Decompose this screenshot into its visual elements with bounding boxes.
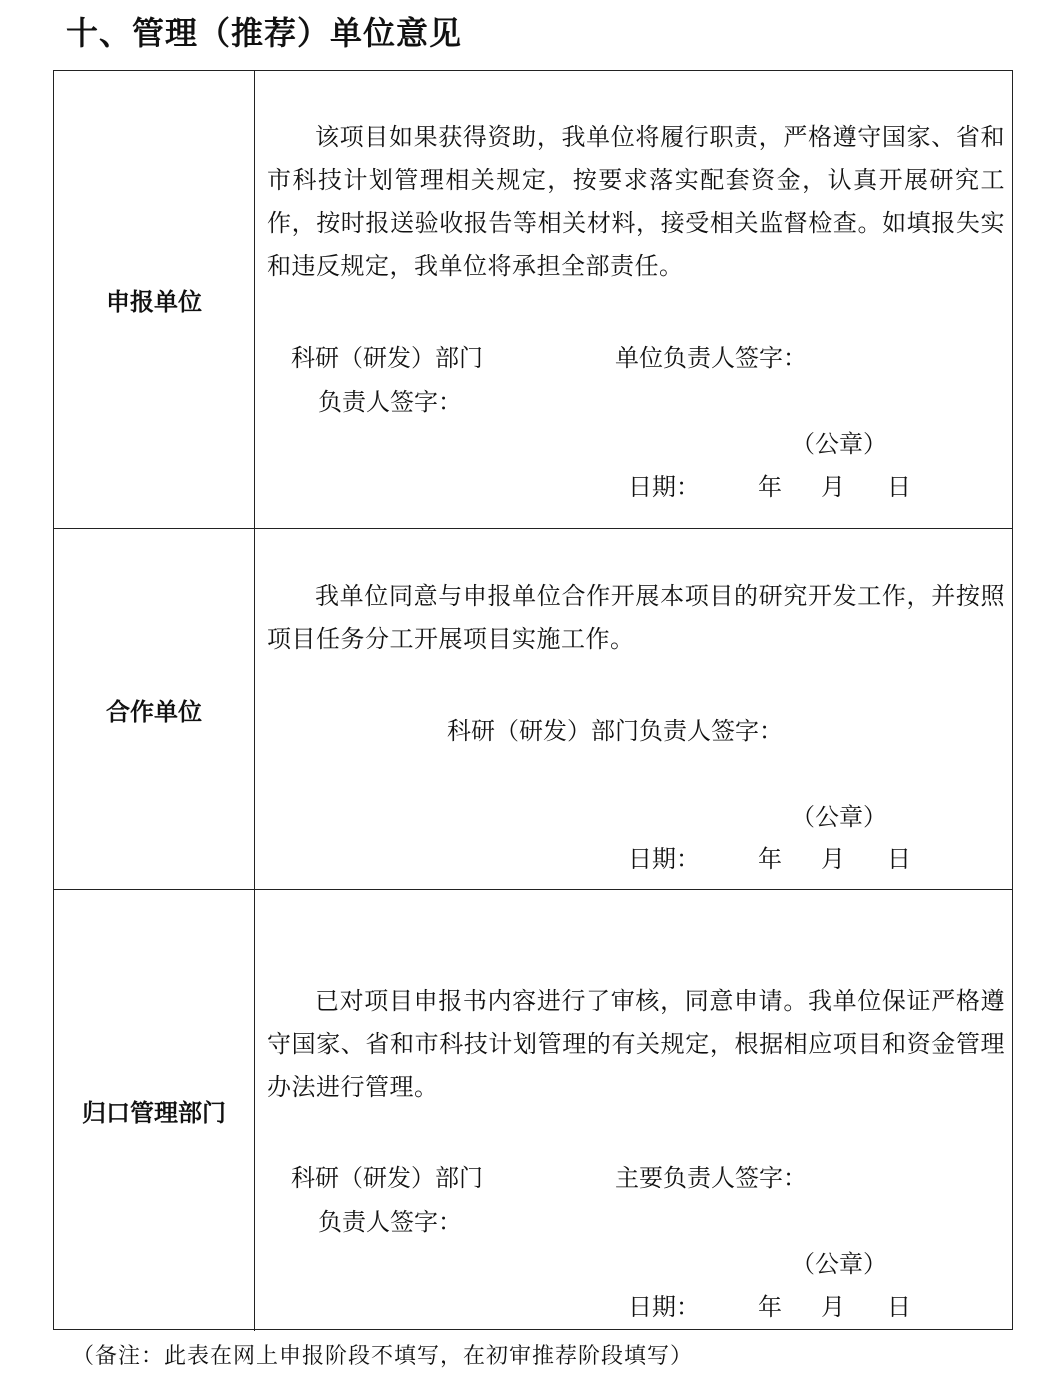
footnote: （备注：此表在网上申报阶段不填写，在初审推荐阶段填写） [72,1344,694,1369]
dept-signature-label: 科研（研发）部门 [291,344,483,372]
leader-signature-label: 主要负责人签字： [615,1164,807,1192]
date-month: 月 [821,473,845,501]
seal-label: （公章） [791,803,887,831]
date-month: 月 [821,1293,845,1321]
opinion-text: 该项目如果获得资助，我单位将履行职责，严格遵守国家、省和市科技计划管理相关规定，按要求落实配套资金，认真开展研究工作，按时报送验收报告等相关材料，接受相关监督检查。如填报失实和违反规定，我单位将承担全部责任。 [267,123,1005,280]
table-row-partner [54,529,1012,890]
opinion-text: 我单位同意与申报单位合作开展本项目的研究开发工作，并按照项目任务分工开展项目实施工作。 [267,582,1005,653]
date-day: 日 [887,1293,911,1321]
dept-signature-label-cont: 负责人签字： [318,1208,462,1236]
dept-signature-label-cont: 负责人签字： [318,388,462,416]
date-year: 年 [758,473,782,501]
date-day: 日 [887,473,911,501]
seal-label: （公章） [791,430,887,458]
date-day: 日 [887,845,911,873]
dept-signature-label: 科研（研发）部门负责人签字： [447,717,783,745]
date-year: 年 [758,1293,782,1321]
row-label-applicant: 申报单位 [54,71,255,528]
table-row-applicant [54,71,1012,529]
opinion-cell-applicant [255,71,1012,528]
date-label: 日期： [628,845,700,873]
leader-signature-label: 单位负责人签字： [615,344,807,372]
date-year: 年 [758,845,782,873]
row-label-authority: 归口管理部门 [54,890,255,1331]
dept-signature-label: 科研（研发）部门 [291,1164,483,1192]
opinion-cell-partner [255,529,1012,889]
opinion-cell-authority [255,890,1012,1331]
seal-label: （公章） [791,1250,887,1278]
opinion-table [53,70,1013,1330]
row-label-partner: 合作单位 [54,529,255,889]
section-title: 十、管理（推荐）单位意见 [66,14,463,52]
date-label: 日期： [628,1293,700,1321]
opinion-text: 已对项目申报书内容进行了审核，同意申请。我单位保证严格遵守国家、省和市科技计划管理的有关规定，根据相应项目和资金管理办法进行管理。 [267,987,1005,1101]
date-label: 日期： [628,473,700,501]
table-row-authority [54,890,1012,1331]
date-month: 月 [821,845,845,873]
